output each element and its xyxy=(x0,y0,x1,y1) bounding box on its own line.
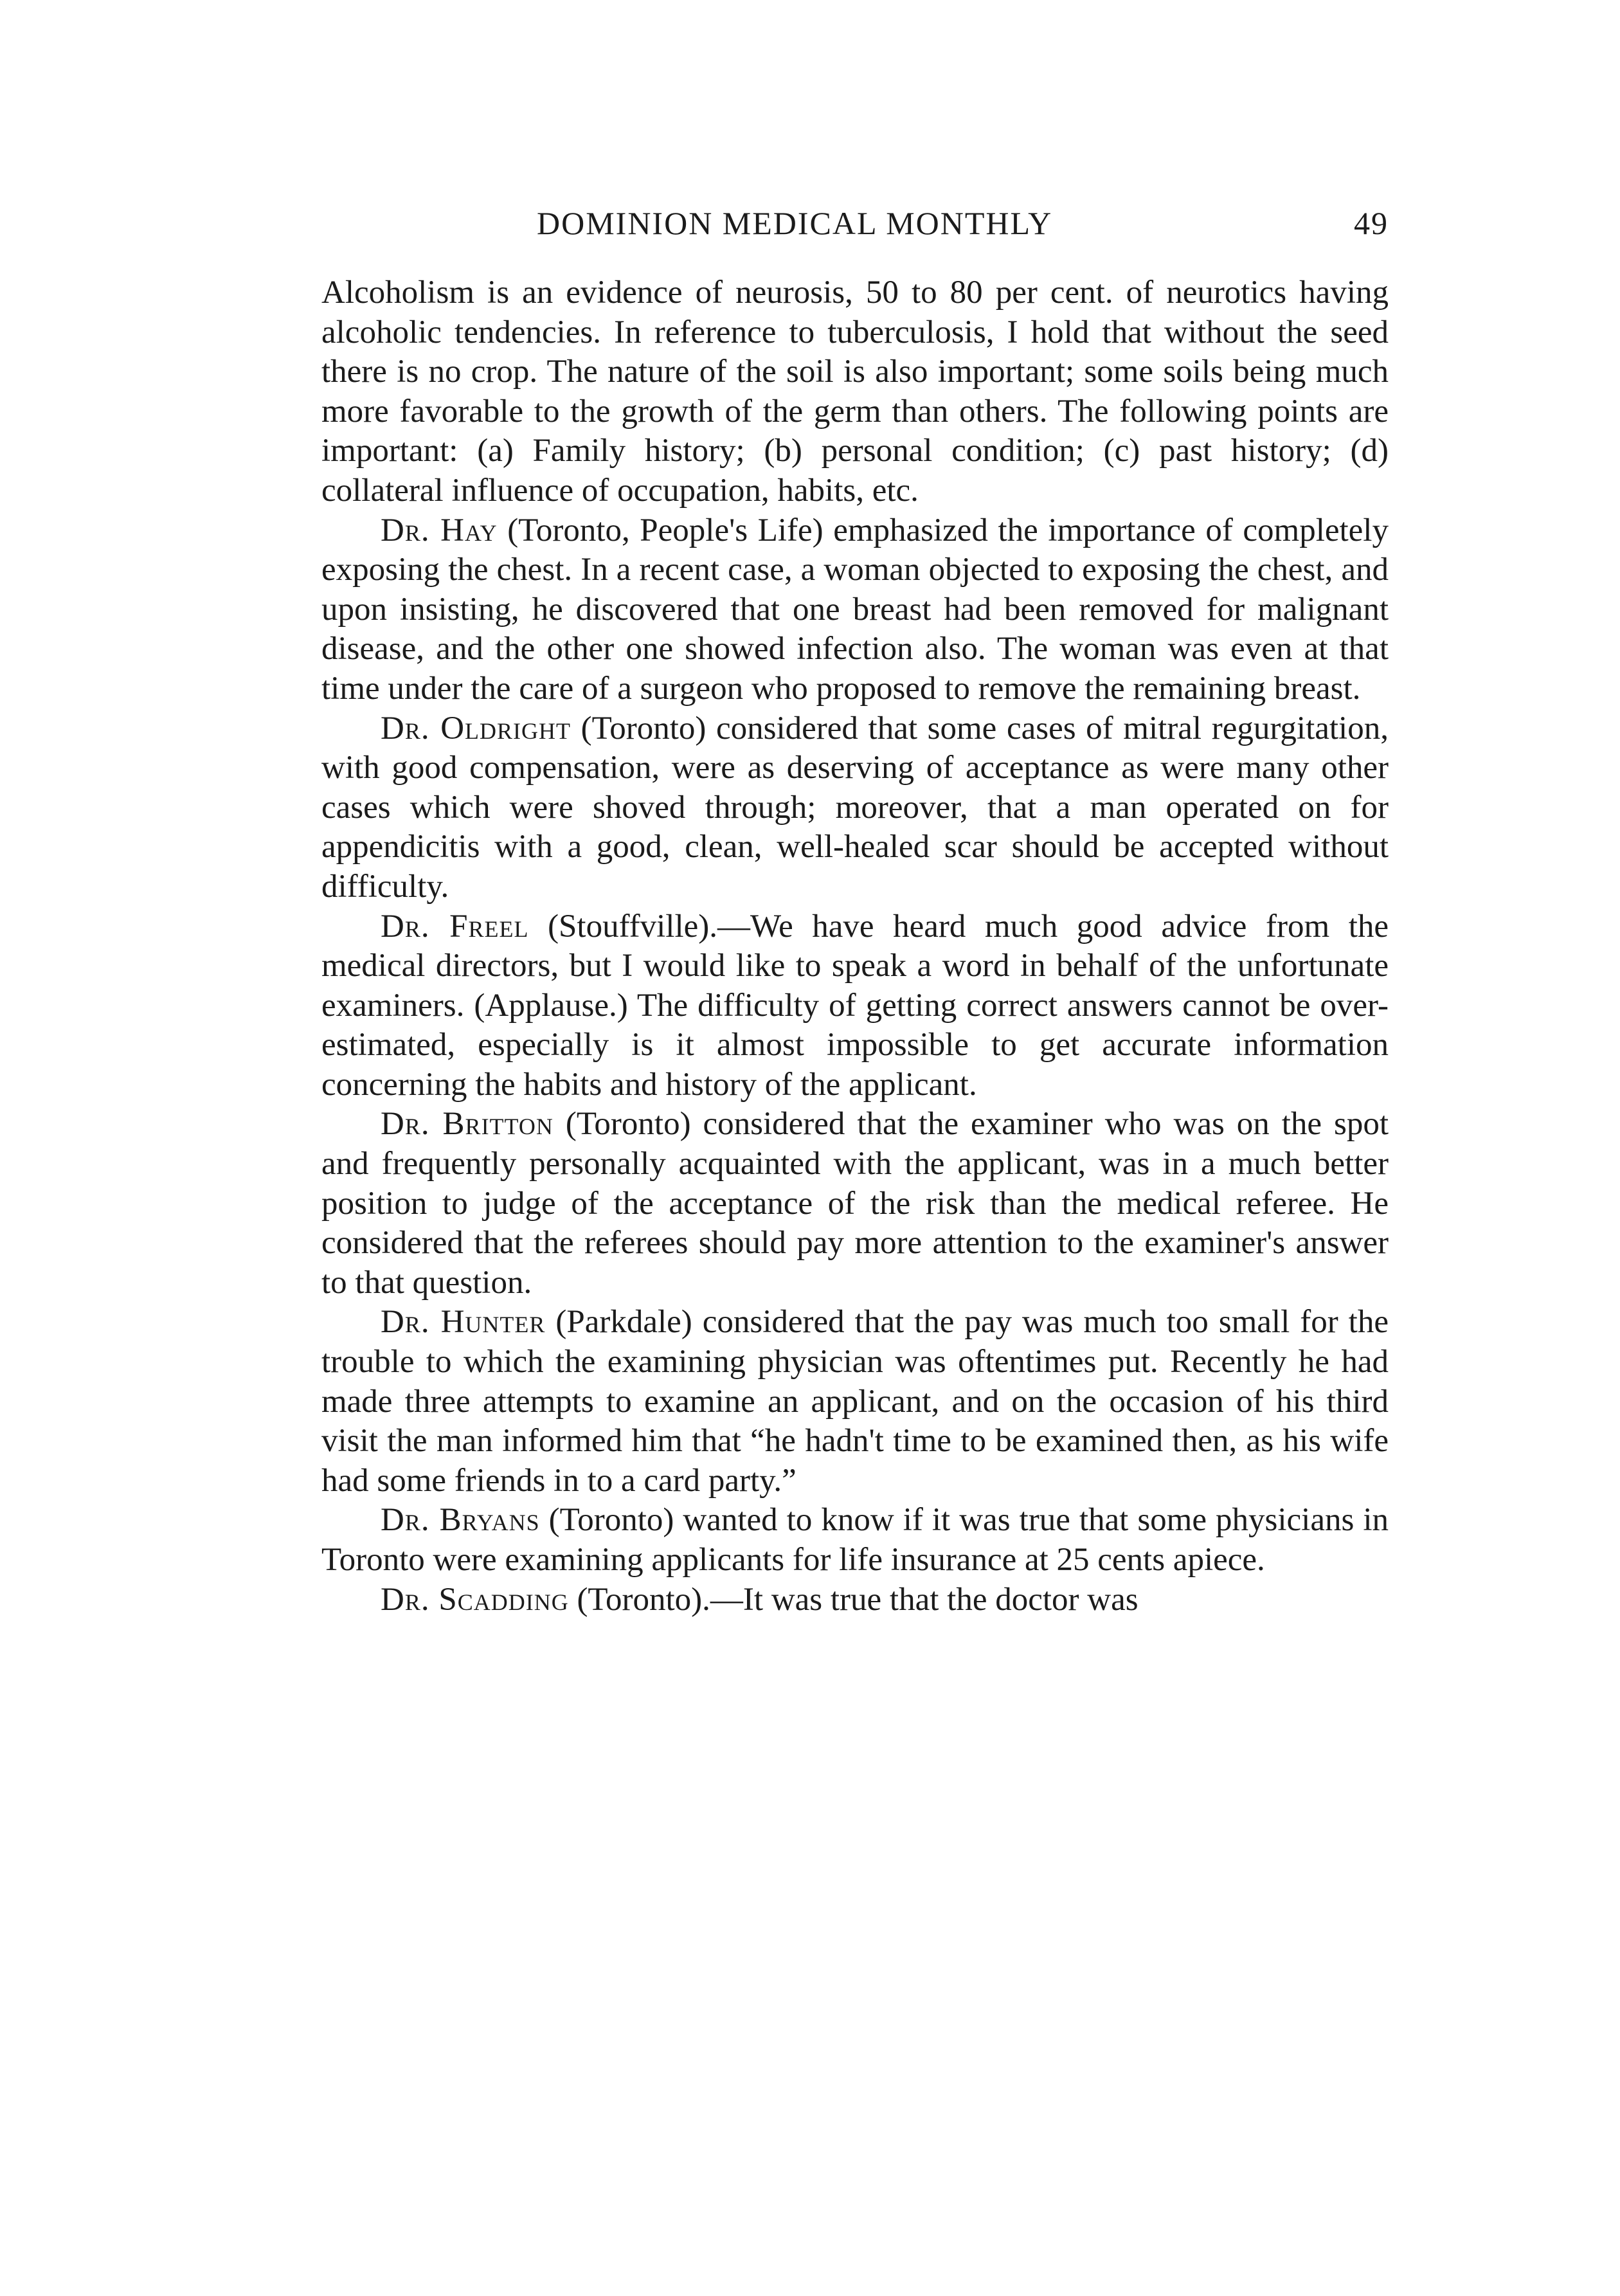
paragraph xyxy=(321,1105,1389,1303)
speaker-name: Dr. Britton xyxy=(381,1106,554,1143)
paragraph-text: (Parkdale) considered that the pay was much too small for the trouble to which the examining physician was oftentimes put. Recently he had made three attempts to examine an applicant, and on the occasion of his third visit the man informed him that “he hadn't time to be examined then, as his wife had some friends in to a card party.” xyxy=(321,1304,1389,1499)
paragraph-text: (Toronto, People's Life) emphasized the importance of completely exposing the chest. In a recent case, a woman objected to exposing the chest, and upon insisting, he discovered that one breast had been removed for malignant disease, and the other one showed infection also. The woman was even at that time under the care of a surgeon who proposed to remove the remaining breast. xyxy=(321,512,1389,707)
running-head xyxy=(321,204,1389,249)
paragraph-text: Alcoholism is an evidence of neurosis, 50 to 80 per cent. of neurotics having alcoholic tendencies. In reference to tuberculosis, I hold that without the seed there is no crop. The nature of the soil is also important; some soils being much more favorable to the growth of the germ than others. The following points are important: (a) Family history; (b) personal condition; (c) past history; (d) collateral influence of occupation, habits, etc. xyxy=(321,275,1389,509)
paragraph-text: (Stouffville).—We have heard much good advice from the medical directors, but I would like to speak a word in behalf of the unfortunate examiners. (Applause.) The difficulty of getting correct answers cannot be over-estimated, especially is it almost impossible to get accurate information concerning the habits and history of the applicant. xyxy=(321,908,1389,1103)
paragraph xyxy=(321,1580,1389,1620)
paragraph-text: (Toronto) wanted to know if it was true that some physicians in Toronto were examining applicants for life insurance at 25 cents apiece. xyxy=(321,1502,1389,1578)
paragraph xyxy=(321,273,1389,511)
paragraph xyxy=(321,709,1389,907)
paragraph-text: (Toronto).—It was true that the doctor was xyxy=(568,1581,1138,1618)
body-text xyxy=(321,273,1389,1620)
paragraph-text: (Toronto) considered that some cases of mitral regurgitation, with good compensation, were as deserving of acceptance as were many other cases which were shoved through; moreover, that a man operated on for appendicitis with a good, clean, well-healed scar should be accepted without difficulty. xyxy=(321,710,1389,905)
paragraph xyxy=(321,1501,1389,1580)
speaker-name: Dr. Scadding xyxy=(381,1581,569,1618)
paragraph xyxy=(321,907,1389,1105)
paragraph xyxy=(321,511,1389,709)
page-number: 49 xyxy=(1354,205,1389,241)
speaker-name: Dr. Bryans xyxy=(381,1502,540,1539)
speaker-name: Dr. Freel xyxy=(381,908,529,945)
speaker-name: Dr. Hay xyxy=(381,512,498,548)
speaker-name: Dr. Hunter xyxy=(381,1304,546,1341)
paragraph xyxy=(321,1303,1389,1501)
paragraph-text: (Toronto) considered that the examiner who was on the spot and frequently personally acquainted with the applicant, was in a much better position to judge of the acceptance of the risk than the medical referee. He considered that the referees should pay more attention to the examiner's answer to that question. xyxy=(321,1106,1389,1301)
journal-title: DOMINION MEDICAL MONTHLY xyxy=(537,205,1053,241)
speaker-name: Dr. Oldright xyxy=(381,710,572,746)
